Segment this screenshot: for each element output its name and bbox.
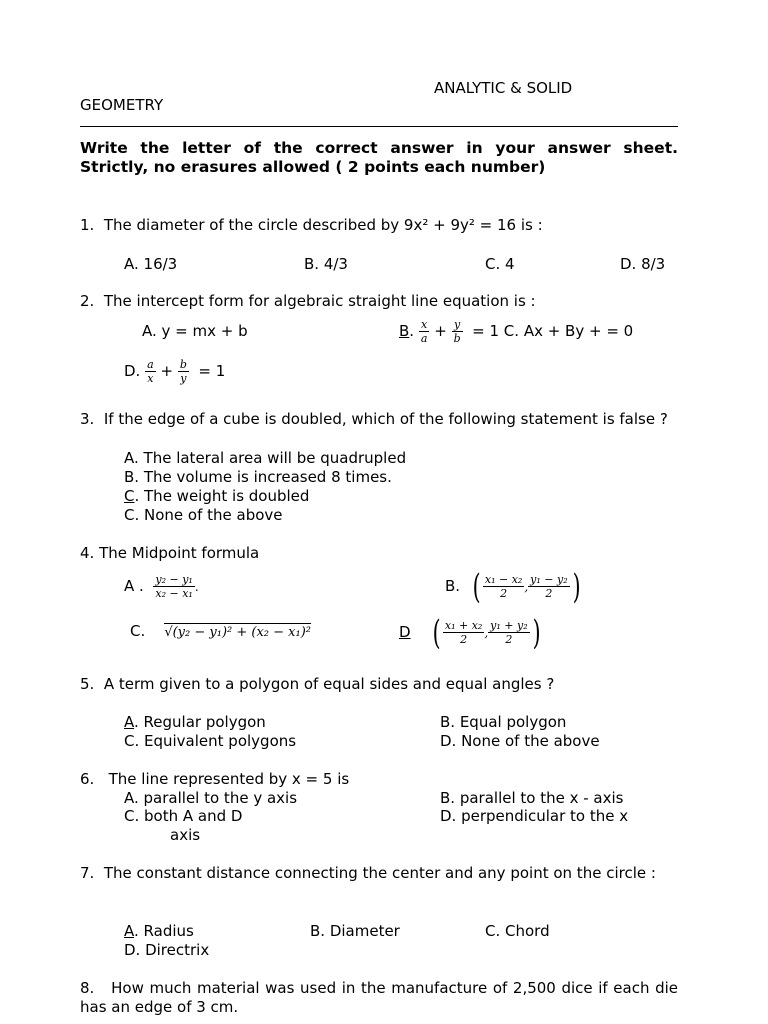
q2-d-tail: = 1	[198, 362, 226, 380]
q1-option-a: A. 16/3	[124, 255, 178, 273]
q4-c-formula: √(y₂ − y₁)² + (x₂ − x₁)²	[164, 625, 311, 640]
fraction	[419, 318, 430, 345]
question-number: 6.	[80, 770, 95, 788]
question-text: A term given to a polygon of equal sides and equal angles ?	[103, 675, 555, 693]
q7-option-d: D. Directrix	[124, 941, 210, 959]
q4-a-label: A .	[124, 577, 144, 595]
numerator: x₁ + x₂	[444, 619, 483, 632]
fraction	[488, 619, 529, 646]
q1-option-b: B. 4/3	[304, 255, 348, 273]
question-text: The intercept form for algebraic straight line equation is :	[103, 292, 536, 310]
question-number: 2.	[80, 292, 95, 310]
denominator: b	[453, 332, 461, 345]
fraction	[483, 573, 524, 600]
question-number: 8.	[80, 979, 95, 997]
fraction	[452, 318, 463, 345]
q4-a-tail: .	[194, 580, 199, 594]
numerator: y	[452, 318, 463, 332]
question-7	[80, 864, 678, 883]
question-number: 7.	[80, 864, 95, 882]
question-5	[80, 675, 554, 694]
numerator: y₁ − y₂	[530, 573, 568, 586]
question-1	[80, 216, 543, 235]
left-paren: (	[472, 566, 481, 607]
question-number: 5.	[80, 675, 95, 693]
question-number: 4.	[80, 544, 95, 562]
denominator: 2	[505, 633, 513, 646]
right-paren: )	[532, 612, 541, 653]
q4-b-label: B.	[445, 577, 461, 595]
question-text: The line represented by x = 5 is	[108, 770, 350, 788]
q6-option-d-cont: axis	[170, 826, 201, 844]
q2-option-a: A. y = mx + b	[142, 322, 248, 340]
q2-option-b	[399, 314, 633, 348]
plus-sign: +	[434, 322, 447, 340]
denominator: 2	[545, 587, 553, 600]
q4-option-d: D ( $\frac{\text{x₁ + x₂}}{2}$ , $\frac{\text{y₁ + y₂}}{2}$ )	[399, 612, 541, 653]
plus-sign: +	[160, 362, 174, 380]
q4-c-label: C.	[130, 622, 146, 640]
q2-b-letter: B	[399, 322, 410, 340]
q3-option-a: A. The lateral area will be quadrupled	[124, 449, 407, 467]
q2-d-label: D.	[124, 362, 141, 380]
right-paren: )	[572, 566, 581, 607]
q5-option-b: B. Equal polygon	[440, 713, 567, 731]
numerator: x	[419, 318, 430, 332]
q5-option-c: C. Equivalent polygons	[124, 732, 297, 750]
question-text: The Midpoint formula	[99, 544, 260, 562]
question-text: The diameter of the circle described by 9x² + 9y² = 16 is :	[103, 216, 543, 234]
denominator: 2	[460, 633, 468, 646]
q3-option-c2: C. None of the above	[124, 506, 283, 524]
denominator: a	[420, 332, 428, 345]
subject-title: ANALYTIC & SOLID	[434, 79, 573, 97]
numerator: y₂ − y₁	[155, 573, 193, 586]
question-text: How much material was used in the manufacture of 2,500 dice if each die has an edge of 3 cm.	[80, 979, 678, 1016]
q2-option-d	[124, 354, 225, 388]
numerator: y₁ + y₂	[490, 619, 528, 632]
q3-option-b: B. The volume is increased 8 times.	[124, 468, 392, 486]
q4-option-c	[130, 622, 311, 642]
question-3	[80, 410, 678, 429]
q6-option-a: A. parallel to the y axis	[124, 789, 298, 807]
q7-option-b: B. Diameter	[310, 922, 400, 940]
question-text: The constant distance connecting the center and any point on the circle :	[103, 864, 656, 882]
left-paren: (	[432, 612, 441, 653]
question-text: If the edge of a cube is doubled, which of the following statement is false ?	[103, 410, 668, 428]
question-8	[80, 979, 678, 1017]
instructions: Write the letter of the correct answer in your answer sheet. Strictly, no erasures allowed ( 2 points each number)	[80, 139, 678, 176]
numerator: x₁ − x₂	[484, 573, 523, 586]
q3-c-text: . The weight is doubled	[134, 487, 310, 505]
denominator: x₂ − x₁	[155, 587, 193, 600]
q5-a-text: . Regular polygon	[134, 713, 266, 731]
question-number: 3.	[80, 410, 95, 428]
q7-option-a	[124, 922, 194, 941]
q1-option-c: C. 4	[485, 255, 515, 273]
fraction	[528, 573, 569, 600]
question-number: 1.	[80, 216, 95, 234]
fraction	[145, 358, 156, 385]
q5-a-letter: A	[124, 713, 134, 731]
q3-c-letter: C	[124, 487, 135, 505]
header-rule	[80, 126, 678, 127]
q4-option-b: B. ( $\frac{\text{x₁ − x₂}}{2}$ , $\frac{\text{y₁ − y₂}}{2}$ )	[445, 566, 581, 607]
q5-option-d: D. None of the above	[440, 732, 600, 750]
denominator: y	[180, 372, 187, 385]
q7-option-c: C. Chord	[485, 922, 550, 940]
q7-a-text: . Radius	[134, 922, 194, 940]
q7-a-letter: A	[124, 922, 134, 940]
question-6	[80, 770, 349, 789]
denominator: x	[147, 372, 154, 385]
numerator: a	[147, 358, 154, 371]
q4-d-label: D	[399, 623, 411, 641]
fraction	[153, 573, 194, 600]
q1-option-d: D. 8/3	[620, 255, 666, 273]
q5-option-a	[124, 713, 266, 732]
numerator: b	[179, 358, 187, 371]
subject-title-cont: GEOMETRY	[80, 96, 164, 114]
fraction	[443, 619, 484, 646]
q4-option-a	[124, 568, 199, 605]
q3-option-c	[124, 487, 309, 506]
q6-option-b: B. parallel to the x - axis	[440, 789, 624, 807]
q2-b-tail: = 1 C. Ax + By + = 0	[472, 322, 634, 340]
q6-option-d: D. perpendicular to the x	[440, 807, 629, 825]
denominator: 2	[500, 587, 508, 600]
q6-option-c: C. both A and D	[124, 807, 243, 825]
question-4	[80, 544, 259, 563]
question-2	[80, 292, 536, 311]
q2-b-dot: .	[409, 322, 415, 340]
fraction	[178, 358, 189, 385]
